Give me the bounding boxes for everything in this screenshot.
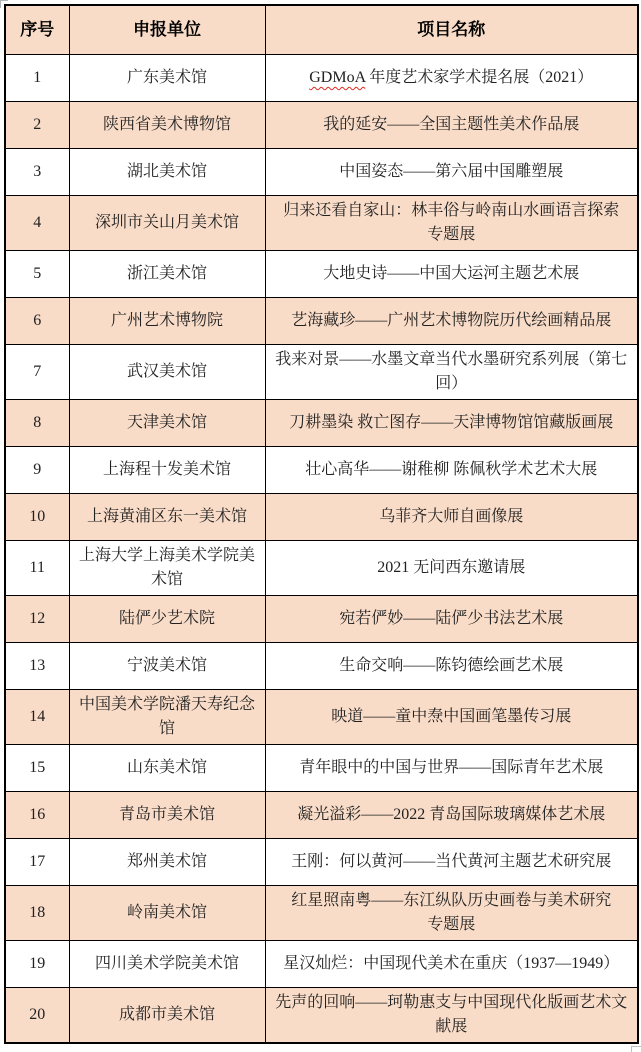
table-row [5,541,638,596]
org-cell[interactable]: 上海黄浦区东一美术馆 [69,494,265,541]
project-cell[interactable]: 星汉灿烂：中国现代美术在重庆（1937—1949） [265,941,638,988]
project-cell[interactable]: 我来对景——水墨文章当代水墨研究系列展（第七回） [265,345,638,400]
project-cell[interactable]: 映道——童中焘中国画笔墨传习展 [265,690,638,745]
project-cell[interactable]: 红星照南粤——东江纵队历史画卷与美术研究 专题展 [265,886,638,941]
project-cell[interactable]: 壮心高华——谢稚柳 陈佩秋学术艺术大展 [265,447,638,494]
org-cell[interactable]: 湖北美术馆 [69,149,265,196]
project-cell[interactable]: 凝光溢彩——2022 青岛国际玻璃媒体艺术展 [265,792,638,839]
org-cell[interactable]: 上海大学上海美术学院美术馆 [69,541,265,596]
table-row [5,55,638,102]
table-row [5,298,638,345]
table-row [5,149,638,196]
row-number-cell[interactable]: 2 [5,102,69,149]
table-row [5,447,638,494]
project-cell[interactable]: 生命交响——陈钧德绘画艺术展 [265,643,638,690]
org-cell[interactable]: 青岛市美术馆 [69,792,265,839]
row-number-cell[interactable]: 15 [5,745,69,792]
table-row [5,941,638,988]
projects-table [4,4,639,1044]
project-cell[interactable]: 2021 无问西东邀请展 [265,541,638,596]
org-cell[interactable]: 天津美术馆 [69,400,265,447]
org-cell[interactable]: 深圳市关山月美术馆 [69,196,265,251]
row-number-cell[interactable]: 10 [5,494,69,541]
project-cell[interactable]: 青年眼中的中国与世界——国际青年艺术展 [265,745,638,792]
row-number-cell[interactable]: 18 [5,886,69,941]
project-cell[interactable]: 宛若俨妙——陆俨少书法艺术展 [265,596,638,643]
table-row [5,400,638,447]
row-number-cell[interactable]: 17 [5,839,69,886]
org-cell[interactable]: 成都市美术馆 [69,988,265,1044]
org-cell[interactable]: 上海程十发美术馆 [69,447,265,494]
org-cell[interactable]: 武汉美术馆 [69,345,265,400]
org-cell[interactable]: 四川美术学院美术馆 [69,941,265,988]
project-cell[interactable]: 艺海藏珍——广州艺术博物院历代绘画精品展 [265,298,638,345]
row-number-cell[interactable]: 4 [5,196,69,251]
row-number-cell[interactable]: 14 [5,690,69,745]
project-cell[interactable]: 王刚：何以黄河——当代黄河主题艺术研究展 [265,839,638,886]
org-cell[interactable]: 郑州美术馆 [69,839,265,886]
project-cell[interactable]: 大地史诗——中国大运河主题艺术展 [265,251,638,298]
header-applicant-unit[interactable]: 申报单位 [69,5,265,55]
org-cell[interactable]: 岭南美术馆 [69,886,265,941]
table-row [5,886,638,941]
table-row [5,988,638,1044]
project-cell[interactable]: 归来还看自家山：林丰俗与岭南山水画语言探索 专题展 [265,196,638,251]
org-cell[interactable]: 山东美术馆 [69,745,265,792]
table-row [5,102,638,149]
project-cell[interactable]: 我的延安——全国主题性美术作品展 [265,102,638,149]
row-number-cell[interactable]: 1 [5,55,69,102]
table-header-row [5,5,638,55]
row-number-cell[interactable]: 16 [5,792,69,839]
table-body [5,55,638,1044]
org-cell[interactable]: 陆俨少艺术院 [69,596,265,643]
table-row [5,792,638,839]
org-cell[interactable]: 广州艺术博物院 [69,298,265,345]
table-row [5,839,638,886]
row-number-cell[interactable]: 3 [5,149,69,196]
row-number-cell[interactable]: 20 [5,988,69,1044]
row-number-cell[interactable]: 8 [5,400,69,447]
table-resize-handle-artifact[interactable] [631,1046,641,1052]
org-cell[interactable]: 宁波美术馆 [69,643,265,690]
project-cell[interactable]: 乌菲齐大师自画像展 [265,494,638,541]
row-number-cell[interactable]: 12 [5,596,69,643]
project-cell[interactable]: 先声的回响——珂勒惠支与中国现代化版画艺术文献展 [265,988,638,1044]
org-cell[interactable]: 广东美术馆 [69,55,265,102]
org-cell[interactable]: 浙江美术馆 [69,251,265,298]
header-project-name[interactable]: 项目名称 [265,5,638,55]
project-cell[interactable]: GDMoA 年度艺术家学术提名展（2021） [265,55,638,102]
row-number-cell[interactable]: 5 [5,251,69,298]
row-number-cell[interactable]: 19 [5,941,69,988]
row-number-cell[interactable]: 9 [5,447,69,494]
table-row [5,643,638,690]
org-cell[interactable]: 陕西省美术博物馆 [69,102,265,149]
table-row [5,196,638,251]
spellcheck-wavy-underline: GDMoA [309,69,366,86]
table-row [5,345,638,400]
table-row [5,745,638,792]
header-serial-number[interactable]: 序号 [5,5,69,55]
row-number-cell[interactable]: 7 [5,345,69,400]
table-row [5,494,638,541]
project-cell[interactable]: 刀耕墨染 救亡图存——天津博物馆馆藏版画展 [265,400,638,447]
row-number-cell[interactable]: 11 [5,541,69,596]
row-number-cell[interactable]: 13 [5,643,69,690]
org-cell[interactable]: 中国美术学院潘天寿纪念馆 [69,690,265,745]
row-number-cell[interactable]: 6 [5,298,69,345]
table-row [5,596,638,643]
table-row [5,690,638,745]
project-cell[interactable]: 中国姿态——第六届中国雕塑展 [265,149,638,196]
table-row [5,251,638,298]
